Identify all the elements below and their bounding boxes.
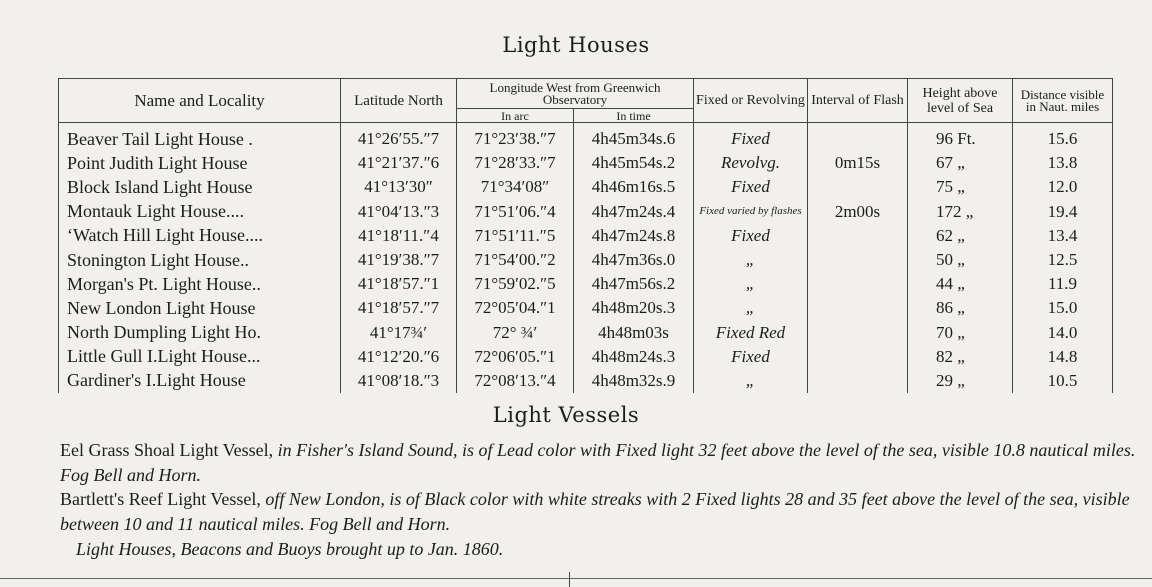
cell-name: Block Island Light House (59, 175, 341, 199)
cell-name: Morgan's Pt. Light House.. (59, 272, 341, 296)
cell-interval (808, 175, 908, 199)
cell-time: 4h45m54s.2 (574, 151, 694, 175)
lighthouse-rows (59, 123, 1113, 394)
cell-dist: 15.0 (1013, 296, 1113, 320)
cell-time: 4h45m34s.6 (574, 123, 694, 152)
cell-name: North Dumpling Light Ho. (59, 321, 341, 345)
cell-lat: 41°18′57.″7 (341, 296, 457, 320)
cell-lat: 41°12′20.″6 (341, 345, 457, 369)
table-row (59, 151, 1113, 175)
cell-arc: 71°23′38.″7 (457, 123, 574, 152)
cell-name: Montauk Light House.... (59, 200, 341, 224)
cell-fixed: Fixed (694, 175, 808, 199)
table-row (59, 224, 1113, 248)
cell-dist: 10.5 (1013, 369, 1113, 393)
cell-time: 4h48m20s.3 (574, 296, 694, 320)
cell-fixed: Fixed varied by flashes (694, 200, 808, 224)
cell-lat: 41°26′55.″7 (341, 123, 457, 152)
table-row (59, 321, 1113, 345)
cell-height: 70 „ (908, 321, 1013, 345)
cell-fixed: Fixed (694, 224, 808, 248)
cell-dist: 12.0 (1013, 175, 1113, 199)
cell-arc: 71°28′33.″7 (457, 151, 574, 175)
table-row (59, 296, 1113, 320)
cell-time: 4h46m16s.5 (574, 175, 694, 199)
table-row (59, 369, 1113, 393)
update-note: Light Houses, Beacons and Buoys brought up to Jan. 1860. (76, 539, 504, 559)
table-row (59, 123, 1113, 152)
cell-arc: 72°05′04.″1 (457, 296, 574, 320)
cell-interval (808, 123, 908, 152)
cell-arc: 71°51′06.″4 (457, 200, 574, 224)
cell-interval (808, 296, 908, 320)
vessel-eel-grass (60, 438, 1140, 488)
cell-name: Beaver Tail Light House . (59, 123, 341, 152)
cell-interval (808, 345, 908, 369)
cell-interval: 2m00s (808, 200, 908, 224)
cell-lat: 41°21′37.″6 (341, 151, 457, 175)
cell-dist: 13.4 (1013, 224, 1113, 248)
cell-lat: 41°19′38.″7 (341, 248, 457, 272)
vessel-eel-grass-name: Eel Grass Shoal Light Vessel, (60, 440, 274, 460)
cell-height: 75 „ (908, 175, 1013, 199)
cell-height: 82 „ (908, 345, 1013, 369)
cell-time: 4h48m03s (574, 321, 694, 345)
cell-name: Little Gull I.Light House... (59, 345, 341, 369)
cell-arc: 72° ¾′ (457, 321, 574, 345)
cell-name: Gardiner's I.Light House (59, 369, 341, 393)
cell-arc: 71°54′00.″2 (457, 248, 574, 272)
cell-time: 4h47m56s.2 (574, 272, 694, 296)
vessels-title: Light Vessels (492, 403, 640, 427)
cell-fixed: Fixed (694, 123, 808, 152)
cell-interval (808, 272, 908, 296)
cell-height: 50 „ (908, 248, 1013, 272)
cell-height: 96 Ft. (908, 123, 1013, 152)
cell-arc: 71°59′02.″5 (457, 272, 574, 296)
cell-time: 4h47m24s.8 (574, 224, 694, 248)
table-row (59, 175, 1113, 199)
cell-dist: 15.6 (1013, 123, 1113, 152)
bottom-rule (0, 578, 1152, 579)
table-row (59, 272, 1113, 296)
lighthouse-table (58, 78, 1113, 393)
header-distance: Distance visible in Naut. miles (1013, 79, 1113, 123)
header-name: Name and Locality (59, 79, 341, 123)
cell-dist: 11.9 (1013, 272, 1113, 296)
cell-dist: 14.8 (1013, 345, 1113, 369)
cell-arc: 71°51′11.″5 (457, 224, 574, 248)
cell-dist: 13.8 (1013, 151, 1113, 175)
cell-name: Stonington Light House.. (59, 248, 341, 272)
cell-height: 172 „ (908, 200, 1013, 224)
cell-arc: 72°08′13.″4 (457, 369, 574, 393)
cell-arc: 71°34′08″ (457, 175, 574, 199)
header-height: Height above level of Sea (908, 79, 1013, 123)
vessel-bartletts-reef (60, 487, 1140, 537)
cell-dist: 19.4 (1013, 200, 1113, 224)
cell-lat: 41°04′13.″3 (341, 200, 457, 224)
cell-height: 62 „ (908, 224, 1013, 248)
cell-interval (808, 248, 908, 272)
cell-lat: 41°18′11.″4 (341, 224, 457, 248)
cell-lat: 41°18′57.″1 (341, 272, 457, 296)
cell-height: 29 „ (908, 369, 1013, 393)
header-latitude: Latitude North (341, 79, 457, 123)
table-row (59, 248, 1113, 272)
table-row (59, 345, 1113, 369)
cell-name: ‘Watch Hill Light House.... (59, 224, 341, 248)
cell-time: 4h48m32s.9 (574, 369, 694, 393)
cell-lat: 41°13′30″ (341, 175, 457, 199)
cell-interval (808, 321, 908, 345)
header-in-arc: In arc (457, 109, 574, 123)
cell-height: 67 „ (908, 151, 1013, 175)
cell-name: New London Light House (59, 296, 341, 320)
header-in-time: In time (574, 109, 694, 123)
vessel-bartletts-reef-desc: off New London, is of Black color with white streaks with 2 Fixed lights 28 and 35 feet above the level of the sea, visible between 10 and 11 nautical miles. Fog Bell and Horn. (60, 489, 1130, 534)
cell-interval (808, 369, 908, 393)
cell-name: Point Judith Light House (59, 151, 341, 175)
cell-fixed: Revolvg. (694, 151, 808, 175)
cell-height: 44 „ (908, 272, 1013, 296)
header-fixed: Fixed or Revolving (694, 79, 808, 123)
header-longitude: Longitude West from Greenwich Observatory (457, 79, 694, 109)
lighthouses-title: Light Houses (502, 33, 650, 57)
cell-dist: 12.5 (1013, 248, 1113, 272)
cell-time: 4h47m36s.0 (574, 248, 694, 272)
cell-fixed: „ (694, 248, 808, 272)
cell-fixed: „ (694, 296, 808, 320)
cell-interval: 0m15s (808, 151, 908, 175)
cell-time: 4h47m24s.4 (574, 200, 694, 224)
cell-time: 4h48m24s.3 (574, 345, 694, 369)
cell-lat: 41°17¾′ (341, 321, 457, 345)
cell-fixed: Fixed (694, 345, 808, 369)
cell-dist: 14.0 (1013, 321, 1113, 345)
table-row (59, 200, 1113, 224)
cell-interval (808, 224, 908, 248)
header-interval: Interval of Flash (808, 79, 908, 123)
vessel-eel-grass-desc: in Fisher's Island Sound, is of Lead color with Fixed light 32 feet above the level of the sea, visible 10.8 nautical miles. Fog Bell and Horn. (60, 440, 1136, 485)
cell-fixed: Fixed Red (694, 321, 808, 345)
vessel-bartletts-reef-name: Bartlett's Reef Light Vessel, (60, 489, 261, 509)
bottom-tick (569, 572, 570, 587)
cell-height: 86 „ (908, 296, 1013, 320)
cell-fixed: „ (694, 369, 808, 393)
cell-arc: 72°06′05.″1 (457, 345, 574, 369)
cell-lat: 41°08′18.″3 (341, 369, 457, 393)
cell-fixed: „ (694, 272, 808, 296)
